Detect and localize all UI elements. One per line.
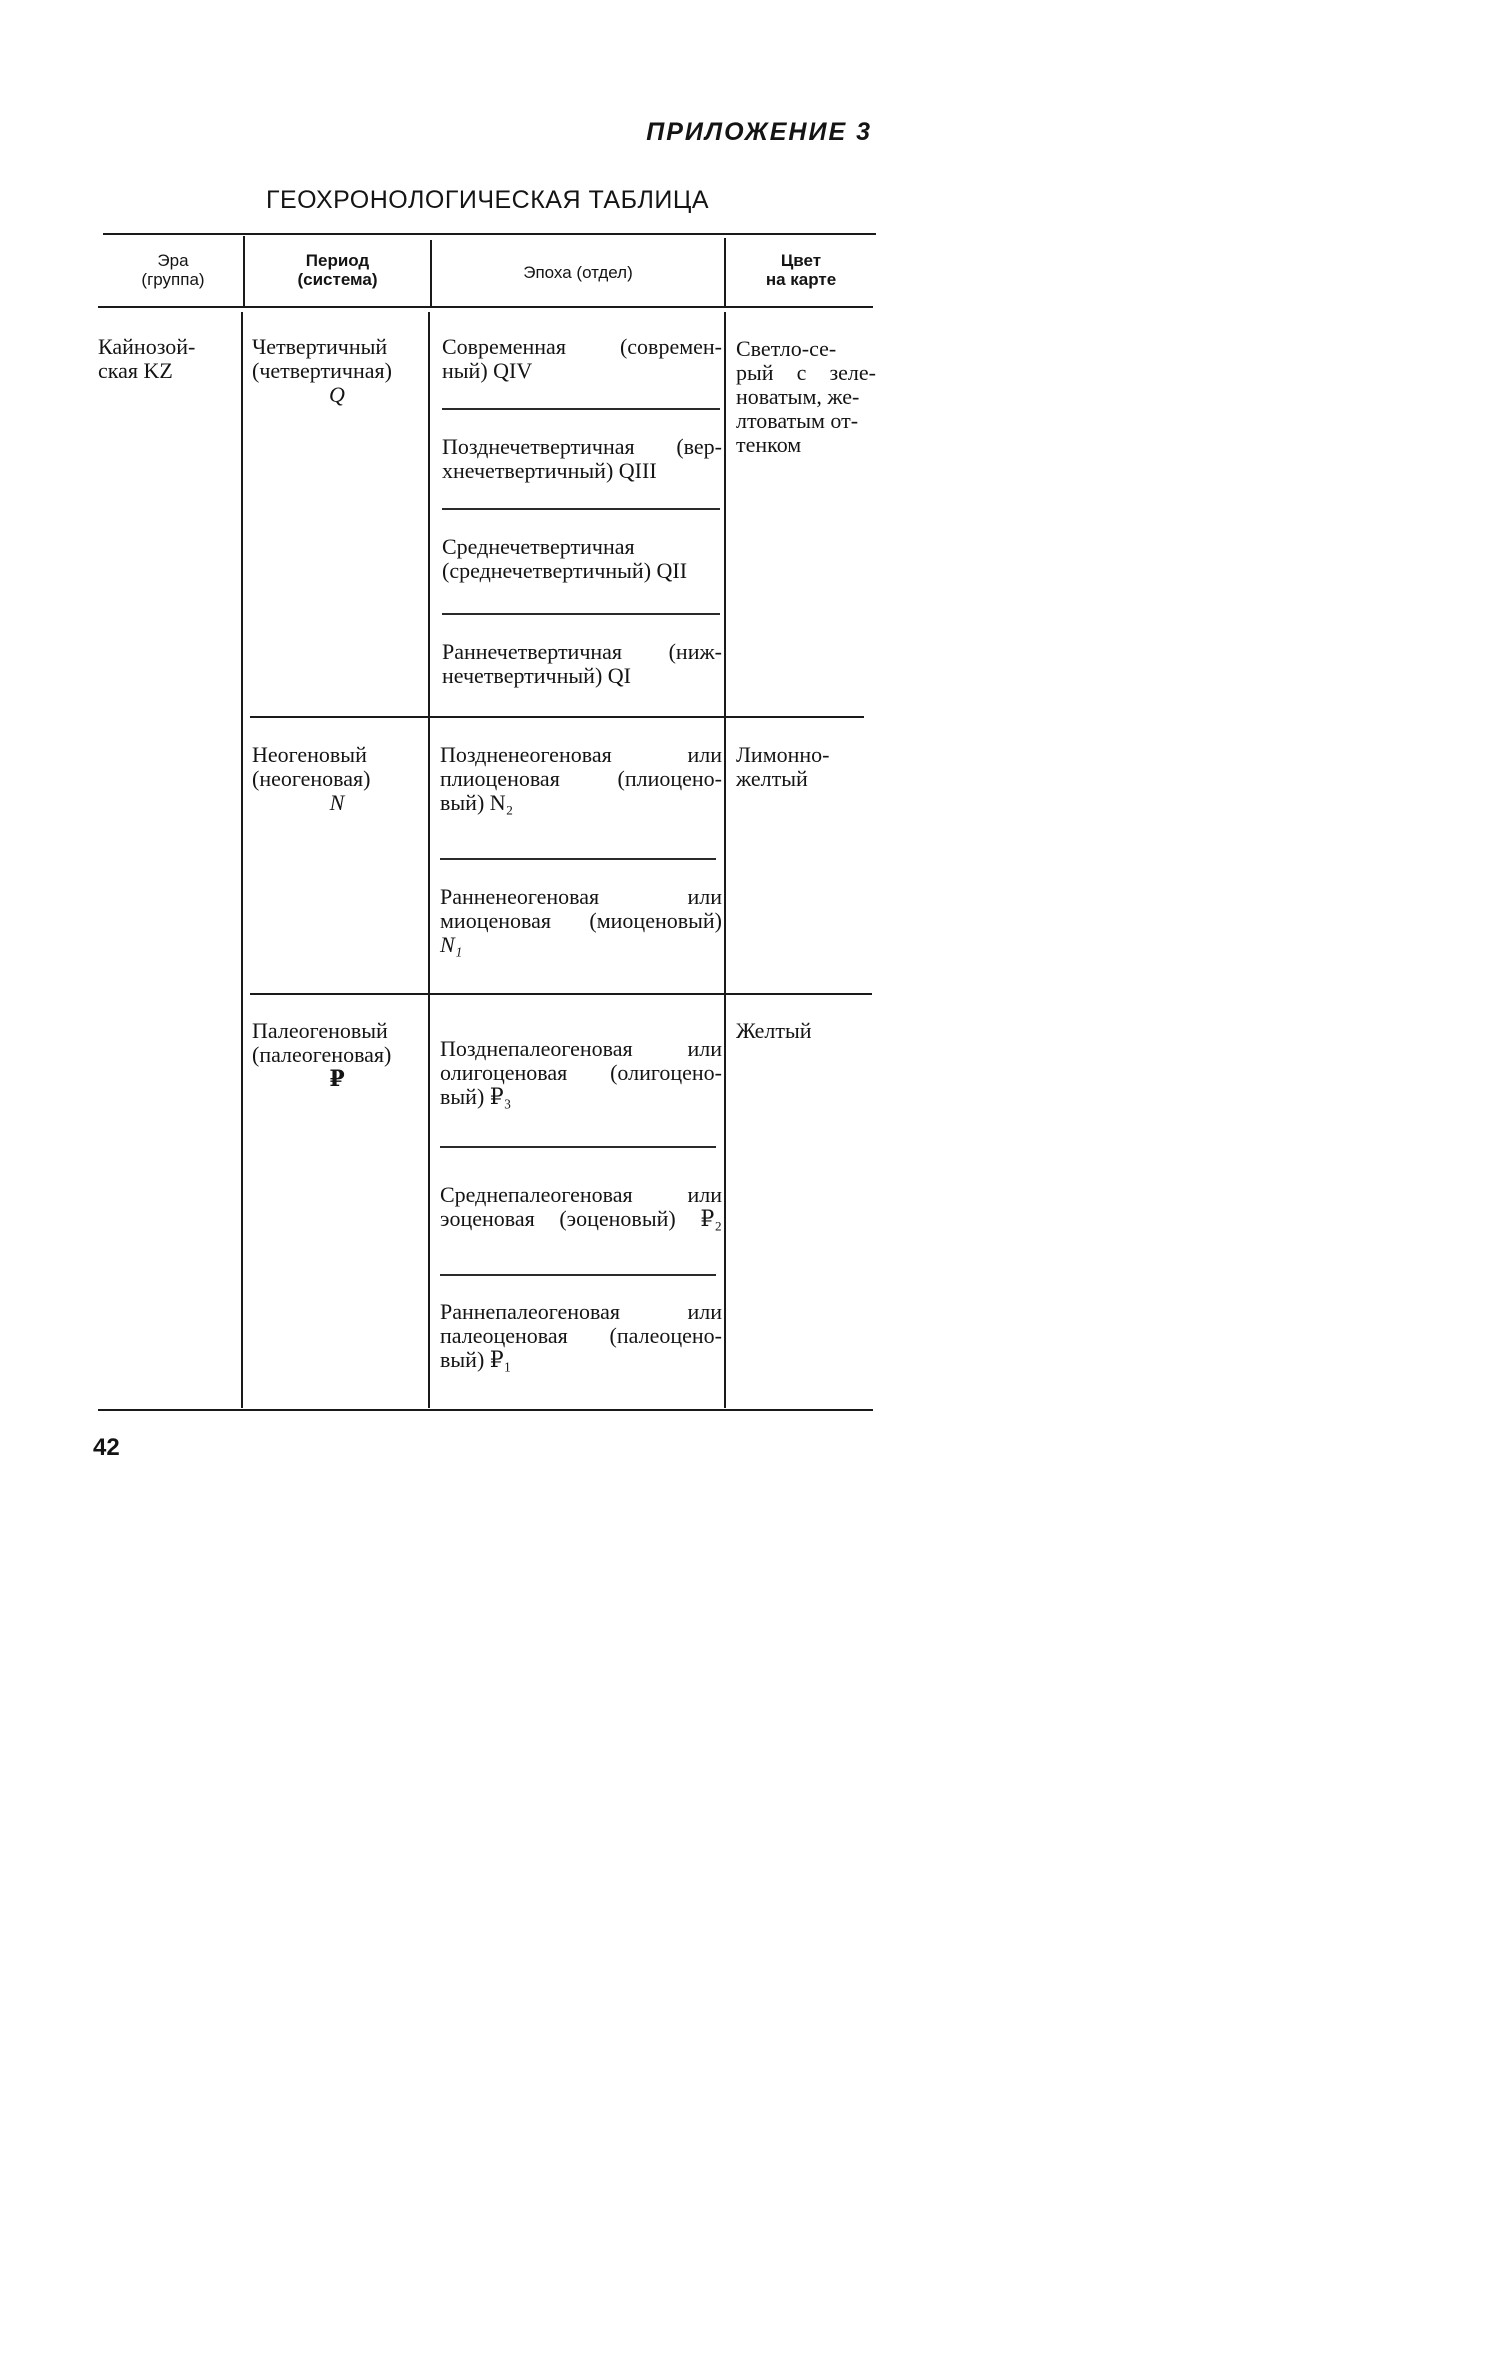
period-cell-paleogene — [252, 1019, 422, 1091]
epoch-cell — [440, 1037, 722, 1109]
epoch-line: вый) ₽₁ — [440, 1347, 512, 1372]
epoch-cell — [442, 335, 722, 383]
epoch-cell — [440, 743, 722, 815]
column-header-color — [726, 251, 876, 289]
epoch-line: вый) ₽₃ — [440, 1084, 512, 1109]
page-number: 42 — [93, 1434, 120, 1461]
epoch-divider — [440, 1274, 716, 1276]
epoch-line: палеоценовая (палеоцено- — [440, 1323, 722, 1348]
body-sep-2 — [428, 312, 430, 1408]
epoch-divider — [442, 613, 720, 615]
epoch-line: миоценовая (миоценовый) — [440, 908, 722, 933]
epoch-line: олигоценовая (олигоцено- — [440, 1060, 722, 1085]
map-color-cell — [736, 337, 876, 457]
epoch-divider — [442, 408, 720, 410]
period-symbol: N — [329, 790, 345, 815]
epoch-divider — [440, 1146, 716, 1148]
column-header-epoch — [432, 263, 724, 282]
header-line: Период — [305, 251, 370, 270]
epoch-cell — [442, 435, 722, 483]
epoch-line: N₁ — [440, 932, 463, 957]
era-cell — [98, 335, 238, 383]
period-name: Палеогеновый — [252, 1018, 388, 1043]
epoch-cell — [440, 1300, 722, 1372]
map-color-cell — [736, 743, 876, 791]
period-system: (палеогеновая) — [252, 1042, 392, 1067]
color-line: рый с зеле- — [736, 360, 876, 385]
epoch-line: ный) QIV — [442, 358, 533, 383]
epoch-line: Раннепалеогеновая или — [440, 1299, 722, 1324]
epoch-line: Позднечетвертичная (вер- — [442, 434, 722, 459]
period-cell-neogene — [252, 743, 422, 815]
table-title: ГЕОХРОНОЛОГИЧЕСКАЯ ТАБЛИЦА — [265, 186, 710, 214]
header-line: (группа) — [141, 270, 205, 289]
epoch-divider — [442, 508, 720, 510]
epoch-line: Раннечетвертичная (ниж- — [442, 639, 722, 664]
period-name: Неогеновый — [252, 742, 367, 767]
epoch-line: Среднечетвертичная — [442, 534, 635, 559]
color-line: Желтый — [736, 1018, 812, 1043]
rule-bottom — [98, 1409, 873, 1411]
header-line: на карте — [765, 270, 837, 289]
color-line: тенком — [736, 432, 802, 457]
epoch-line: эоценовая (эоценовый) ₽₂ — [440, 1206, 722, 1231]
epoch-line: Современная (современ- — [442, 334, 722, 359]
period-symbol: Q — [329, 382, 345, 407]
header-line: Эпоха (отдел) — [523, 263, 633, 282]
epoch-line: вый) N₂ — [440, 790, 514, 815]
header-line: Эра — [157, 251, 189, 270]
appendix-label: ПРИЛОЖЕНИЕ 3 — [646, 118, 872, 146]
rule-header-bottom — [98, 306, 873, 308]
color-line: Лимонно- — [736, 742, 830, 767]
map-color-cell — [736, 1019, 876, 1043]
epoch-line: (среднечетвертичный) QII — [442, 558, 688, 583]
period-system: (четвертичная) — [252, 358, 392, 383]
era-line: Кайнозой- — [98, 334, 196, 359]
column-header-era — [103, 251, 243, 289]
epoch-line: Среднепалеогеновая или — [440, 1182, 722, 1207]
epoch-line: нечетвертичный) QI — [442, 663, 631, 688]
header-line: Цвет — [780, 251, 822, 270]
column-header-period — [245, 251, 430, 289]
epoch-line: Поздненеогеновая или — [440, 742, 722, 767]
period-name: Четвертичный — [252, 334, 388, 359]
color-line: желтый — [736, 766, 808, 791]
period-system: (неогеновая) — [252, 766, 371, 791]
period-divider-2 — [250, 993, 872, 995]
body-sep-3 — [724, 312, 726, 1408]
color-line: лтоватым от- — [736, 408, 859, 433]
epoch-line: хнечетвертичный) QIII — [442, 458, 657, 483]
epoch-line: Позднепалеогеновая или — [440, 1036, 722, 1061]
epoch-cell — [440, 1183, 722, 1231]
color-line: новатым, же- — [736, 384, 860, 409]
era-line: ская KZ — [98, 358, 173, 383]
epoch-line: Ранненеогеновая или — [440, 884, 722, 909]
body-sep-1 — [241, 312, 243, 1408]
epoch-divider — [440, 858, 716, 860]
epoch-cell — [442, 535, 722, 583]
period-symbol: ₽ — [329, 1066, 345, 1091]
epoch-cell — [440, 885, 722, 957]
rule-top — [103, 233, 876, 235]
epoch-line: плиоценовая (плиоцено- — [440, 766, 722, 791]
color-line: Светло-се- — [736, 336, 837, 361]
epoch-cell — [442, 640, 722, 688]
period-divider-1 — [250, 716, 864, 718]
period-cell-quaternary — [252, 335, 422, 407]
header-line: (система) — [297, 270, 378, 289]
